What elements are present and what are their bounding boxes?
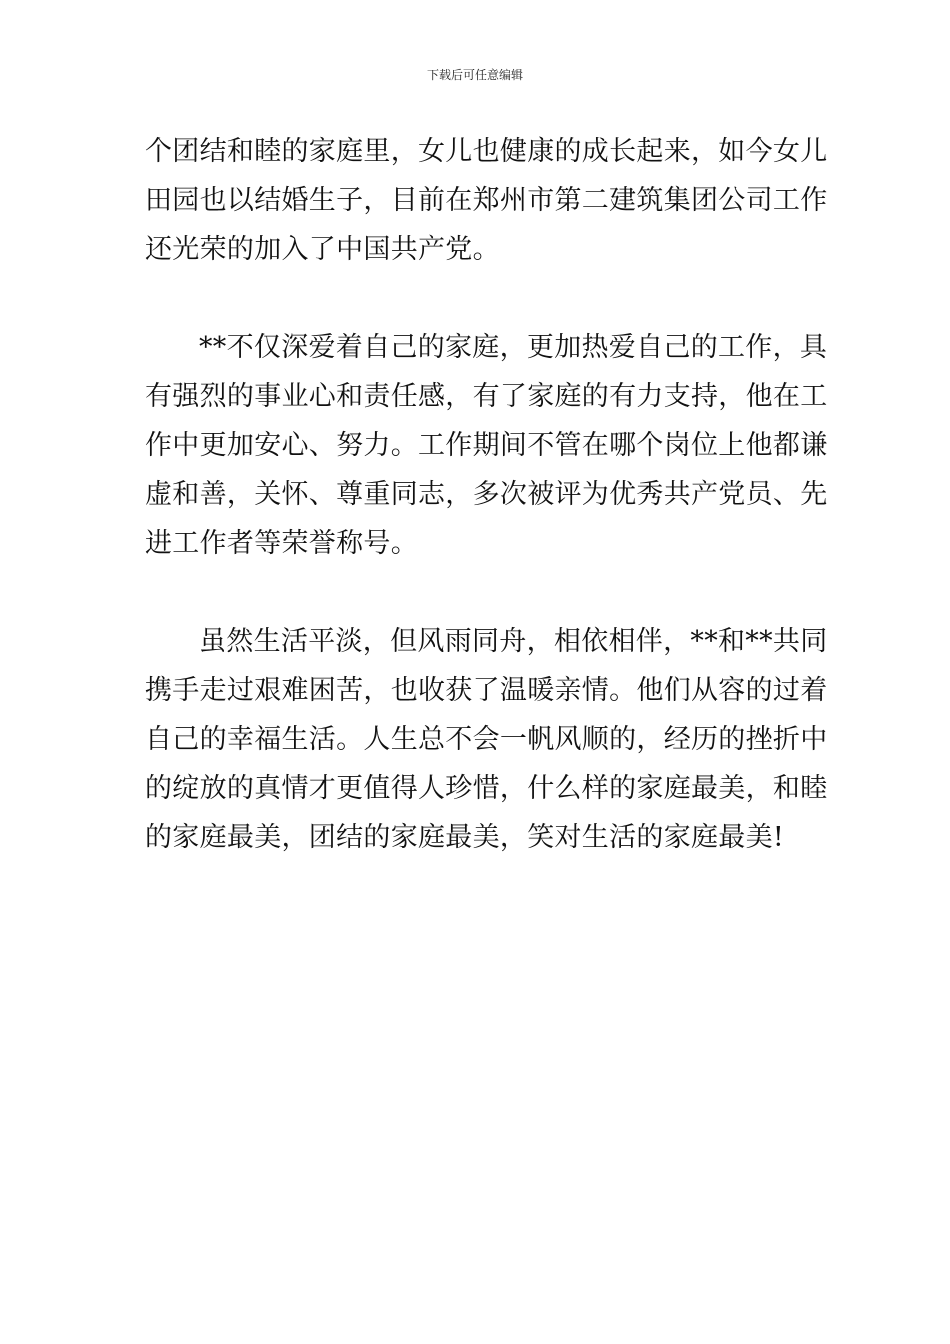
text-line: 携手走过艰难困苦，也收获了温暖亲情。他们从容的过着 xyxy=(145,675,828,706)
text-line: 的绽放的真情才更值得人珍惜，什么样的家庭最美，和睦 xyxy=(145,773,828,804)
text-line: 虽然生活平淡，但风雨同舟，相依相伴，**和**共同 xyxy=(199,626,828,657)
text-line: 自己的幸福生活。人生总不会一帆风顺的，经历的挫折中 xyxy=(145,724,828,755)
text-line: 进工作者等荣誉称号。 xyxy=(145,528,418,559)
text-line: 作中更加安心、努力。工作期间不管在哪个岗位上他都谦 xyxy=(145,430,828,461)
paragraph-3 xyxy=(145,617,828,862)
text-line: 有强烈的事业心和责任感，有了家庭的有力支持，他在工 xyxy=(145,381,828,412)
paragraph-2 xyxy=(145,323,828,568)
text-line: 个团结和睦的家庭里，女儿也健康的成长起来，如今女儿 xyxy=(145,136,828,167)
text-line: 田园也以结婚生子，目前在郑州市第二建筑集团公司工作 xyxy=(145,185,828,216)
document-body xyxy=(145,127,828,911)
text-line: 虚和善，关怀、尊重同志，多次被评为优秀共产党员、先 xyxy=(145,479,828,510)
paragraph-1 xyxy=(145,127,828,274)
text-line: 的家庭最美，团结的家庭最美，笑对生活的家庭最美! xyxy=(145,822,785,853)
text-line: **不仅深爱着自己的家庭，更加热爱自己的工作，具 xyxy=(199,332,828,363)
text-line: 还光荣的加入了中国共产党。 xyxy=(145,234,500,265)
page-header: 下载后可任意编辑 xyxy=(426,68,523,82)
